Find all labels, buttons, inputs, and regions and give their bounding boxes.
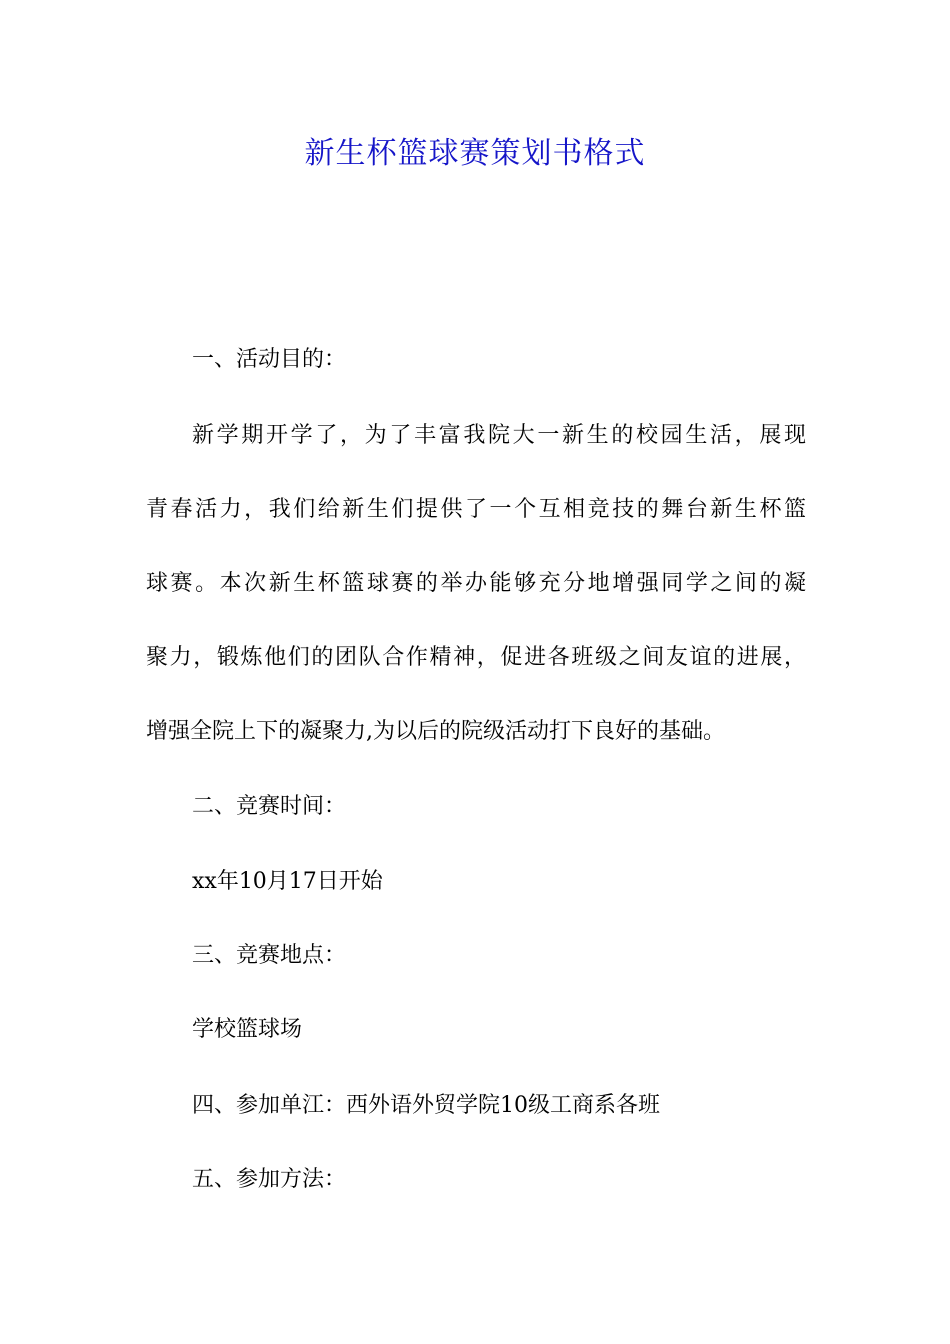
section-heading-purpose: 一、活动目的：	[192, 347, 347, 372]
paragraph-line: 聚力，锻炼他们的团队合作精神，促进各班级之间友谊的进展，	[146, 645, 806, 670]
paragraph-line: 青春活力，我们给新生们提供了一个互相竞技的舞台新生杯篮	[146, 497, 806, 522]
document-title: 新生杯篮球赛策划书格式	[304, 136, 646, 171]
place-value: 学校篮球场	[192, 1017, 303, 1042]
paragraph-line: 球赛。本次新生杯篮球赛的举办能够充分地增强同学之间的凝	[146, 571, 806, 596]
section-heading-place: 三、竞赛地点：	[192, 943, 347, 968]
section-heading-units: 四、参加单江：西外语外贸学院10级工商系各班	[192, 1093, 660, 1118]
paragraph-line: 新学期开学了，为了丰富我院大一新生的校园生活，展现	[192, 423, 806, 448]
section-heading-time: 二、竞赛时间：	[192, 794, 347, 819]
paragraph-line: 增强全院上下的凝聚力,为以后的院级活动打下良好的基础。	[146, 719, 725, 744]
time-value: xx年10月17日开始	[192, 869, 383, 894]
section-heading-method: 五、参加方法：	[192, 1167, 347, 1192]
